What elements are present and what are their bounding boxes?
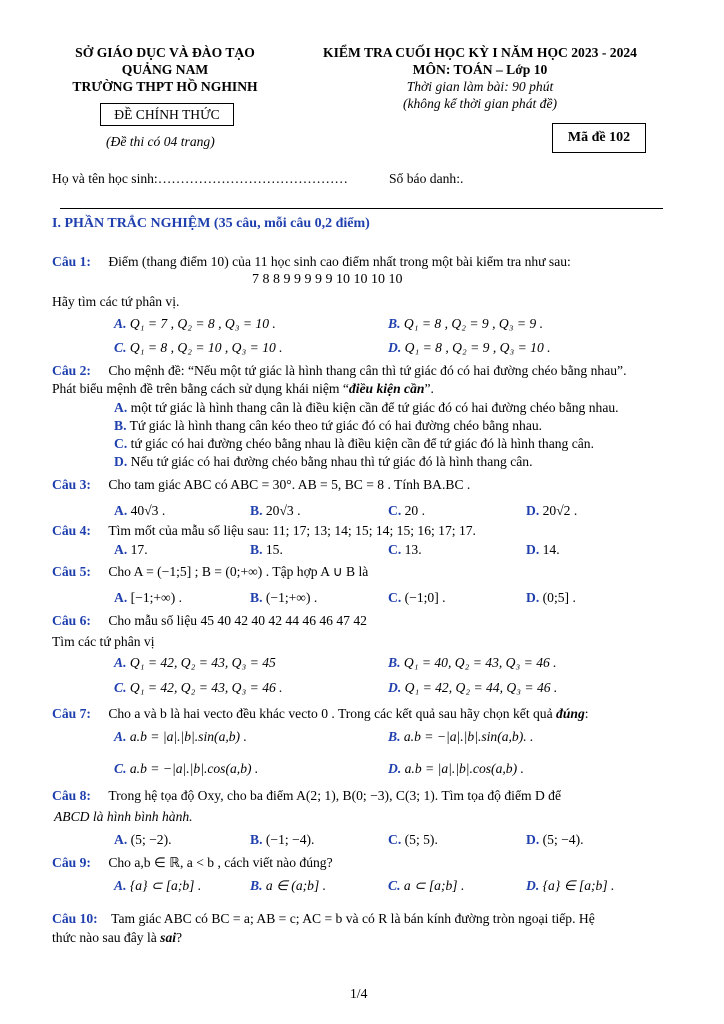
q9-option-d[interactable]: D. {a} ∈ [a;b] .: [526, 878, 615, 893]
q3-option-b[interactable]: B. 20√3 .: [250, 503, 301, 518]
q2-option-c[interactable]: C. tứ giác có hai đường chéo bằng nhau là điều kiện cần để tứ giác đó là hình thang cân.: [114, 436, 595, 451]
q5-option-d[interactable]: D. (0;5] .: [526, 590, 576, 605]
q3-option-d[interactable]: D. 20√2 .: [526, 503, 578, 518]
section-title: I. PHẦN TRẮC NGHIỆM (35 câu, mỗi câu 0,2 điểm): [52, 216, 370, 231]
q8-option-b[interactable]: B. (−1; −4).: [250, 832, 315, 847]
question-8: Câu 8: Trong hệ tọa độ Oxy, cho ba điểm A(2; 1), B(0; −3), C(3; 1). Tìm tọa độ điểm D để: [52, 788, 561, 803]
q9-option-b[interactable]: B. a ∈ (a;b] .: [250, 878, 327, 893]
student-name-field: Họ và tên học sinh:……………………………………: [52, 171, 349, 186]
exam-title: KIỂM TRA CUỐI HỌC KỲ I NĂM HỌC 2023 - 2024: [323, 45, 637, 60]
q8-option-c[interactable]: C. (5; 5).: [388, 832, 438, 847]
q5-option-a[interactable]: A. [−1;+∞) .: [114, 590, 183, 605]
q4-option-a[interactable]: A. 17.: [114, 542, 148, 557]
official-badge: [100, 103, 234, 126]
official-label: ĐỀ CHÍNH THỨC: [114, 107, 220, 122]
q6-option-c[interactable]: C. Q₁ = 42, Q₂ = 43, Q₃ = 46 .: [114, 680, 283, 695]
q5-option-b[interactable]: B. (−1;+∞) .: [250, 590, 318, 605]
q4-option-c[interactable]: C. 13.: [388, 542, 422, 557]
q8-text-line2: ABCD là hình bình hành.: [54, 809, 193, 824]
time-note: (không kể thời gian phát đề): [402, 96, 558, 111]
question-5: Câu 5: Cho A = (−1;5] ; B = (0;+∞) . Tập hợp A ∪ B là: [52, 564, 369, 579]
school-name: TRƯỜNG THPT HỒ NGHINH: [72, 79, 258, 94]
header-left: [40, 44, 290, 95]
exam-code: Mã đề 102: [567, 130, 631, 145]
exam-code-box: [552, 123, 646, 153]
question-9: Câu 9: Cho a,b ∈ ℝ, a < b , cách viết nào đúng?: [52, 855, 333, 870]
q10-text-line2: thức nào sau đây là sai?: [52, 930, 183, 945]
question-text: Điểm (thang điểm 10) của 11 học sinh cao điểm nhất trong một bài kiểm tra như sau:: [108, 254, 571, 269]
q8-option-d[interactable]: D. (5; −4).: [526, 832, 584, 847]
q5-option-c[interactable]: C. (−1;0] .: [388, 590, 446, 605]
q1-option-a[interactable]: A. Q₁ = 7 , Q₂ = 8 , Q₃ = 10 .: [114, 316, 276, 331]
q2-option-b[interactable]: B. Tứ giác là hình thang cân kéo theo tứ giác đó có hai đường chéo bằng nhau.: [114, 418, 543, 433]
q7-option-b[interactable]: B. a.b = −|a|.|b|.sin(a,b). .: [388, 729, 534, 744]
department-name: SỞ GIÁO DỤC VÀ ĐÀO TẠO: [75, 45, 255, 60]
question-label: Câu 1:: [52, 254, 91, 269]
divider: [60, 208, 663, 209]
q6-option-a[interactable]: A. Q₁ = 42, Q₂ = 43, Q₃ = 45: [114, 655, 276, 670]
question-1: [52, 253, 571, 271]
q4-option-d[interactable]: D. 14.: [526, 542, 560, 557]
question-7: Câu 7: Cho a và b là hai vecto đều khác vecto 0 . Trong các kết quả sau hãy chọn kết quả đúng:: [52, 706, 589, 721]
q9-option-c[interactable]: C. a ⊂ [a;b] .: [388, 878, 465, 893]
q1-option-c[interactable]: C. Q₁ = 8 , Q₂ = 10 , Q₃ = 10 .: [114, 340, 283, 355]
q2-option-a[interactable]: A. một tứ giác là hình thang cân là điều kiện cần để tứ giác đó có hai đường chéo bằng nhau.: [114, 400, 619, 415]
q6-ask: Tìm các tứ phân vị: [52, 634, 155, 649]
q8-option-a[interactable]: A. (5; −2).: [114, 832, 172, 847]
q3-option-c[interactable]: C. 20 .: [388, 503, 426, 518]
question-3: Câu 3: Cho tam giác ABC có ABC = 30°. AB = 5, BC = 8 . Tính BA.BC .: [52, 477, 471, 492]
q1-ask: Hãy tìm các tứ phân vị.: [52, 294, 180, 309]
q4-option-b[interactable]: B. 15.: [250, 542, 283, 557]
subject-title: MÔN: TOÁN – Lớp 10: [412, 62, 548, 77]
province-name: QUẢNG NAM: [121, 62, 209, 77]
q7-option-d[interactable]: D. a.b = |a|.|b|.cos(a,b) .: [388, 761, 524, 776]
question-4: Câu 4: Tìm mốt của mẫu số liệu sau: 11; 17; 13; 14; 15; 14; 15; 16; 17; 17.: [52, 523, 476, 538]
q1-data: 7 8 8 9 9 9 9 9 10 10 10 10: [252, 272, 403, 287]
q3-option-a[interactable]: A. 40√3 .: [114, 503, 166, 518]
q2-text-line2: Phát biểu mệnh đề trên bằng cách sử dụng khái niệm “điều kiện cần”.: [52, 381, 434, 396]
q9-option-a[interactable]: A. {a} ⊂ [a;b] .: [114, 878, 202, 893]
question-6: Câu 6: Cho mẫu số liệu 45 40 42 40 42 44 46 46 47 42: [52, 613, 367, 628]
q1-option-b[interactable]: B. Q₁ = 8 , Q₂ = 9 , Q₃ = 9 .: [388, 316, 543, 331]
q7-option-a[interactable]: A. a.b = |a|.|b|.sin(a,b) .: [114, 729, 247, 744]
student-id-field: Số báo danh:.: [389, 171, 464, 186]
time-limit: Thời gian làm bài: 90 phút: [406, 79, 554, 94]
page-number: 1/4: [350, 986, 368, 1001]
q6-option-b[interactable]: B. Q₁ = 40, Q₂ = 43, Q₃ = 46 .: [388, 655, 557, 670]
q1-option-d[interactable]: D. Q₁ = 8 , Q₂ = 9 , Q₃ = 10 .: [388, 340, 551, 355]
q2-option-d[interactable]: D. Nếu tứ giác có hai đường chéo bằng nhau thì tứ giác đó là hình thang cân.: [114, 454, 533, 469]
q7-option-c[interactable]: C. a.b = −|a|.|b|.cos(a,b) .: [114, 761, 259, 776]
page-count-note: (Đề thi có 04 trang): [106, 134, 215, 149]
header-right: [310, 44, 650, 112]
question-2: Câu 2: Cho mệnh đề: “Nếu một tứ giác là hình thang cân thì tứ giác đó có hai đường chéo bằng nhau”.: [52, 363, 627, 378]
q6-option-d[interactable]: D. Q₁ = 42, Q₂ = 44, Q₃ = 46 .: [388, 680, 558, 695]
question-10: Câu 10: Tam giác ABC có BC = a; AB = c; AC = b và có R là bán kính đường tròn ngoại tiếp. Hệ: [52, 911, 595, 926]
